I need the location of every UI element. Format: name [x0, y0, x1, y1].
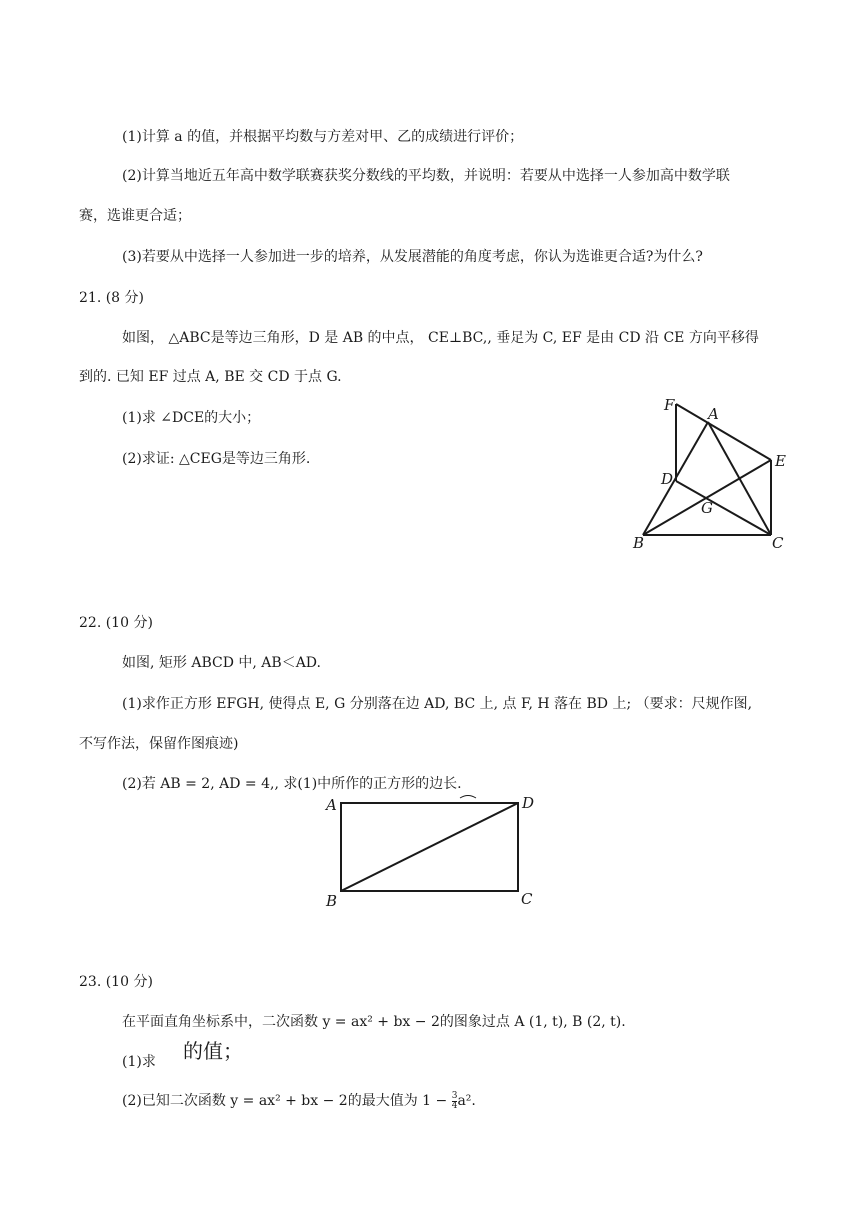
- label-f: F: [664, 396, 675, 414]
- q21-stem-line1: 如图， △ABC是等边三角形，D 是 AB 的中点， CE⊥BC,, 垂足为 C, EF 是由 CD 沿 CE 方向平移得: [122, 330, 759, 346]
- q20-part3: (3)若要从中选择一人参加进一步的培养，从发展潜能的角度考虑，你认为选谁更合适?为什么?: [122, 249, 703, 265]
- q20-part2-line2: 赛，选谁更合适；: [79, 208, 191, 224]
- label-a: A: [708, 405, 719, 423]
- q21-part1: (1)求 ∠DCE的大小；: [122, 410, 261, 426]
- q23-part1: [122, 1052, 156, 1072]
- q23-header: 23. (10 分): [79, 974, 153, 990]
- q21-part2: (2)求证: △CEG是等边三角形.: [122, 451, 311, 467]
- q20-part2-line1: (2)计算当地近五年高中数学联赛获奖分数线的平均数，并说明：若要从中选择一人参加高中数学联: [122, 168, 730, 184]
- q21-stem-line2: 到的. 已知 EF 过点 A, BE 交 CD 于点 G.: [79, 369, 342, 385]
- q22-part1-line1: (1)求作正方形 EFGH, 使得点 E, G 分别落在边 AD, BC 上, 点 F, H 落在 BD 上; （要求：尺规作图,: [122, 696, 753, 712]
- q23-part1-overlay-text: 的值；: [183, 1039, 243, 1063]
- q22-rectangle-figure: [320, 790, 550, 915]
- q23-part2-suffix: a².: [457, 1093, 476, 1109]
- q22-part1-line2: 不写作法，保留作图痕迹): [79, 736, 239, 752]
- q21-header: 21. (8 分): [79, 290, 144, 306]
- label-b: B: [326, 892, 338, 910]
- label-d: D: [661, 470, 674, 488]
- q23-part1-prefix: (1)求: [122, 1054, 156, 1070]
- q23-part2-prefix: (2)已知二次函数 y = ax² + bx − 2的最大值为 1 −: [122, 1093, 452, 1109]
- label-b: B: [633, 534, 645, 552]
- label-c: C: [772, 534, 784, 552]
- q23-stem: 在平面直角坐标系中，二次函数 y = ax² + bx − 2的图象过点 A (1, t), B (2, t).: [122, 1014, 626, 1030]
- q22-header: 22. (10 分): [79, 615, 153, 631]
- label-e: E: [775, 452, 786, 470]
- fraction-denominator: 4: [451, 1100, 458, 1111]
- label-g: G: [701, 499, 713, 517]
- q22-part2: (2)若 AB = 2, AD = 4,, 求(1)中所作的正方形的边长.: [122, 776, 462, 792]
- diagonal-bd: [341, 803, 518, 891]
- q21-triangle-figure: [625, 392, 795, 557]
- label-a: A: [326, 796, 337, 814]
- label-c: C: [521, 890, 533, 908]
- label-d: D: [522, 794, 535, 812]
- q22-stem: 如图, 矩形 ABCD 中, AB＜AD.: [122, 655, 321, 671]
- fraction-numerator: 3: [451, 1090, 458, 1101]
- q20-part1: (1)计算 a 的值，并根据平均数与方差对甲、乙的成绩进行评价；: [122, 129, 524, 145]
- q23-part2: [122, 1088, 476, 1114]
